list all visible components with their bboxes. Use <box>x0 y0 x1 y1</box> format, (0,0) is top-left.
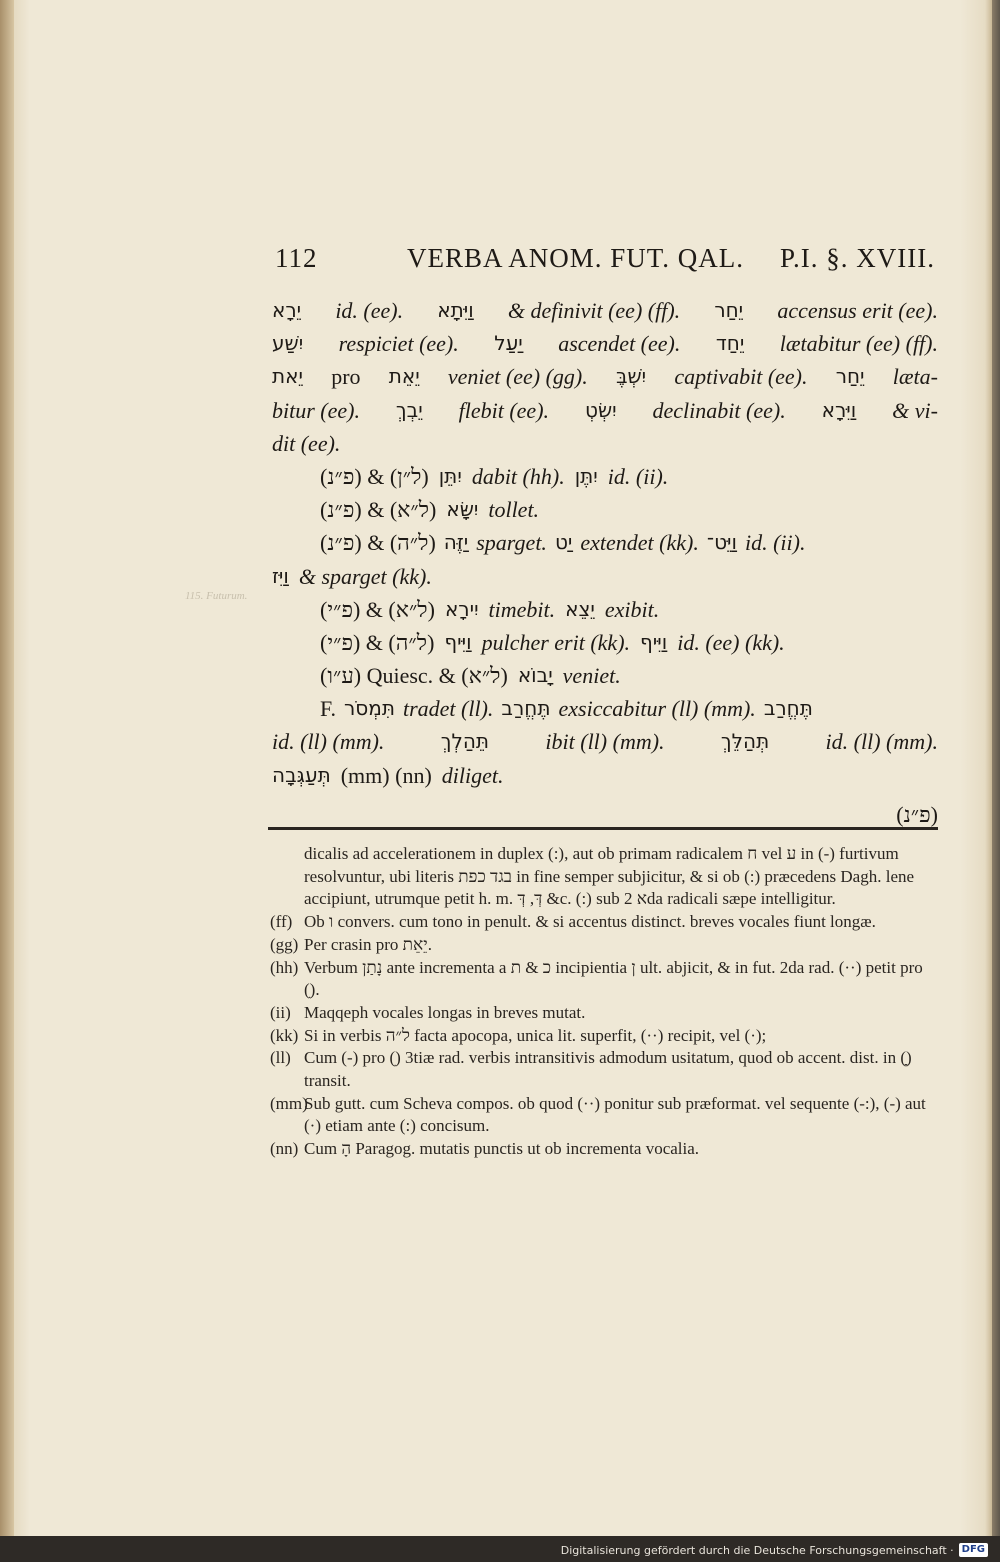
text-line <box>272 659 938 692</box>
text-line <box>272 493 938 526</box>
gender-label: F. <box>320 696 336 722</box>
hebrew-word: יִשְׁבֶּ <box>615 364 647 389</box>
hebrew-word: וַיִּיף <box>444 629 472 654</box>
page-number: 112 <box>275 243 318 273</box>
latin-text: dabit (hh). <box>471 463 565 489</box>
latin-text: veniet. <box>562 663 621 689</box>
hebrew-word: תְּעַגְּבָה <box>272 762 331 787</box>
hebrew-word: יִשָּׂא <box>446 497 479 522</box>
latin-text: extendet (kk). <box>580 530 699 556</box>
latin-text: tradet (ll). <box>402 696 494 722</box>
footnote-label: (mm) <box>270 1093 308 1113</box>
latin-text: exsiccabitur (ll) (mm). <box>558 696 756 722</box>
footnote-text: Maqqeph vocales longas in breves mutat. <box>304 1002 586 1022</box>
footnote <box>270 934 940 957</box>
section-ref: P.I. §. XVIII. <box>780 243 935 273</box>
latin-text: & sparget (kk). <box>298 563 432 589</box>
text-line <box>272 626 938 659</box>
latin-text: læta- <box>892 364 938 390</box>
latin-text: id. (ii). <box>607 463 669 489</box>
footnote <box>270 843 940 911</box>
hebrew-word: יַעַל <box>494 331 523 356</box>
text-line <box>272 460 938 493</box>
latin-text: (mm) (nn) <box>340 762 432 788</box>
hebrew-word: יָבוֹא <box>517 663 553 688</box>
latin-text: id. (ee) (kk). <box>677 629 785 655</box>
running-header <box>275 243 935 279</box>
hebrew-word: תֶּחֱרַב <box>763 696 813 721</box>
hebrew-word: תֶּחֱרַב <box>501 696 551 721</box>
footnote-label: (ll) <box>270 1048 291 1068</box>
latin-text: id. (ii). <box>744 530 806 556</box>
hebrew-word: יֵאת <box>272 364 303 389</box>
footnote-text: Per crasin pro יֵאֵת. <box>304 934 432 954</box>
latin-text: timebit. <box>488 596 556 622</box>
hebrew-word: וַיִּתָא <box>437 298 474 322</box>
class-label: (פ״י) & (ל״א) <box>320 596 435 622</box>
dfg-logo-icon: DFG <box>959 1543 988 1557</box>
footnote <box>270 1138 940 1161</box>
footnote <box>270 957 940 1002</box>
latin-text: ascendet (ee). <box>558 331 681 357</box>
hebrew-word: יִירָא <box>444 596 479 621</box>
latin-text: & definivit (ee) (ff). <box>507 298 681 323</box>
latin-text: tollet. <box>488 497 540 523</box>
credit-text: Digitalisierung gefördert durch die Deutsche Forschungsgemeinschaft · <box>560 1543 954 1557</box>
hebrew-word: תֵּהַלְךְ <box>440 729 490 754</box>
latin-text: declinabit (ee). <box>652 397 786 423</box>
latin-text: id. (ll) (mm). <box>825 729 938 755</box>
footnote-label: (ff) <box>270 912 293 932</box>
text-line <box>272 725 938 758</box>
latin-text: id. (ee). <box>335 298 404 323</box>
latin-text: ibit (ll) (mm). <box>545 729 665 755</box>
class-label: (פ״נ) & (ל״א) <box>320 497 437 523</box>
footnote-label: (kk) <box>270 1025 299 1045</box>
footnote-text: dicalis ad accelerationem in duplex (:), aut ob primam radicalem ח vel ע in (-) furtivum resolvuntur, ubi literis בגד כפת in fine semper subjicitur, & si ob (:) præcedens Dagh. lene accipiunt, utrumque petit h. m. דְּ, דְּ &c. (:) sub א 2da radicali sæpe intelligitur. <box>304 844 915 909</box>
text-line <box>272 427 938 460</box>
text-line <box>272 294 938 327</box>
footnote <box>270 1025 940 1048</box>
class-label: (פ״י) & (ל״ה) <box>320 629 435 655</box>
latin-text: captivabit (ee). <box>674 364 808 390</box>
class-label: (פ״נ) & (ל״ן) <box>320 463 429 489</box>
latin-text: veniet (ee) (gg). <box>447 364 588 390</box>
running-title: VERBA ANOM. FUT. QAL. <box>407 243 745 273</box>
footnote-text: Sub gutt. cum Scheva compos. ob quod (··) ponitur sub præformat. vel sequente (-:), (-) aut (·) etiam ante (:) concisum. <box>304 1093 926 1136</box>
latin-text: sparget. <box>476 530 547 556</box>
hebrew-word: יֵרָא <box>272 298 302 322</box>
text-line <box>272 526 938 559</box>
hebrew-word: וַיִּיף <box>640 629 668 654</box>
footnote-label: (nn) <box>270 1139 299 1159</box>
latin-text: & vi- <box>892 397 938 423</box>
footnote <box>270 911 940 934</box>
main-text <box>272 294 938 831</box>
hebrew-word: יֵאֵת <box>388 364 420 389</box>
hebrew-word: יִשַׁע <box>272 331 304 356</box>
footnote-text: Ob ו convers. cum tono in penult. & si accentus distinct. breves vocales fiunt longæ. <box>304 912 876 932</box>
class-label: (פ״נ) & (ל״ה) <box>320 530 436 556</box>
hebrew-word: יֵחַד <box>715 331 745 356</box>
footnote-text: Cum (-) pro (ִ) 3tiæ rad. verbis intransitivis admodum usitatum, quod ob accent. dist. in (ָ) transit. <box>304 1048 912 1091</box>
footnote <box>270 1093 940 1138</box>
latin-text: lætabitur (ee) (ff). <box>779 331 938 357</box>
hebrew-word: תְּהַלֵּךְ <box>720 729 770 754</box>
hebrew-word: יֵחַר <box>714 298 744 322</box>
hebrew-word: יֵצֵא <box>565 596 595 621</box>
footnote-label: (hh) <box>270 957 299 977</box>
class-label: (ע״ו) Quiesc. & (ל״א) <box>320 663 508 689</box>
footnote-text: Verbum נָתַן ante incrementa a כ & ת incipientia ן ult. abjicit, & in fut. 2da rad. (··) petit pro (ִ). <box>304 957 923 1000</box>
text-line <box>272 327 938 360</box>
margin-note: 115. Futurum. <box>185 590 248 602</box>
hebrew-word: וַיִּרָא <box>821 397 857 422</box>
digitization-credit <box>561 1541 988 1559</box>
hebrew-word: יַזֶּה <box>443 530 469 555</box>
hebrew-word: יִתֶּן <box>574 463 598 488</box>
hebrew-word: יֵבְךְ <box>395 397 423 422</box>
catchword-text: (פ״נ) <box>896 801 938 827</box>
latin-text: respiciet (ee). <box>338 331 459 357</box>
text-line <box>272 759 938 792</box>
hebrew-word: יֵחַר <box>835 364 865 389</box>
footnote-label: (ii) <box>270 1002 291 1022</box>
footnote <box>270 1002 940 1025</box>
text-line <box>272 394 938 427</box>
text-line <box>272 560 938 593</box>
hebrew-word: יִשְׂטְ <box>584 397 617 422</box>
footnotes <box>270 843 940 1161</box>
latin-text: bitur (ee). <box>272 397 360 423</box>
latin-text: accensus erit (ee). <box>777 298 938 323</box>
text-line <box>272 692 938 725</box>
footnote-text: Si in verbis ל״ה facta apocopa, unica lit. superfit, (··) recipit, vel (·); <box>304 1025 767 1045</box>
page-edge <box>992 0 1000 1562</box>
hebrew-word: וַיֵּט־ <box>706 530 737 555</box>
hebrew-word: וַיִּז <box>272 563 289 588</box>
footnote-text: Cum הָ Paragog. mutatis punctis ut ob incrementa vocalia. <box>304 1139 700 1159</box>
text-line <box>272 593 938 626</box>
footnote-label <box>270 843 304 911</box>
hebrew-word: יַט <box>554 530 573 555</box>
footnote-rule <box>268 827 938 830</box>
footnote <box>270 1047 940 1092</box>
footnote-label: (gg) <box>270 934 299 954</box>
latin-text: diliget. <box>441 762 504 788</box>
text-line <box>272 360 938 393</box>
hebrew-word: תִּמְסֹר <box>343 696 395 721</box>
latin-text: dit (ee). <box>272 430 341 456</box>
latin-text: pro <box>331 364 361 390</box>
book-spine-shadow <box>0 0 14 1536</box>
latin-text: flebit (ee). <box>458 397 550 423</box>
hebrew-word: יִתֵּן <box>438 463 462 488</box>
latin-text: exibit. <box>604 596 660 622</box>
latin-text: id. (ll) (mm). <box>272 729 385 755</box>
latin-text: pulcher erit (kk). <box>481 629 631 655</box>
